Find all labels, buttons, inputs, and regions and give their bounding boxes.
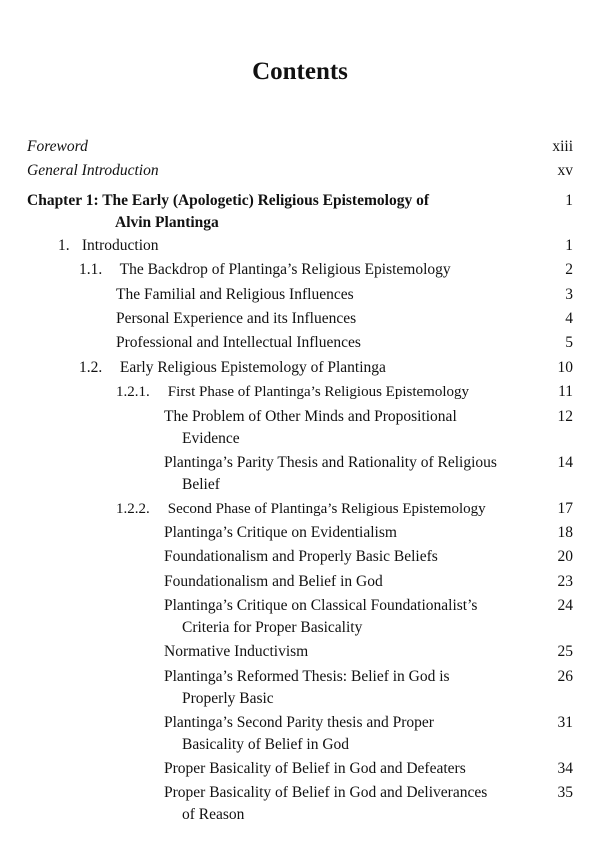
toc-page-number: 5 — [565, 334, 573, 351]
toc-entry-continuation: Criteria for Proper Basicality — [182, 619, 363, 636]
toc-entry-introduction — [58, 235, 159, 257]
toc-entry-text: Plantinga’s Critique on Classical Foundationalist’s — [164, 597, 478, 614]
toc-entry-text: Plantinga’s Second Parity thesis and Proper — [164, 714, 434, 731]
toc-entry-continuation: Properly Basic — [182, 690, 274, 707]
page-title: Contents — [252, 58, 348, 85]
toc-page-number: 17 — [557, 500, 573, 517]
toc-entry-defeaters — [164, 758, 466, 780]
toc-entry-parity-thesis — [164, 452, 534, 496]
toc-entry-foundationalism-basic-beliefs — [164, 546, 438, 568]
toc-page-number: 10 — [557, 359, 573, 376]
toc-entry-number: 1.1. — [79, 261, 103, 278]
toc-page-number: 23 — [557, 573, 573, 590]
toc-entry-text: First Phase of Plantinga’s Religious Epistemology — [167, 384, 469, 400]
toc-page-number: 14 — [557, 454, 573, 471]
toc-entry-1-2 — [79, 357, 386, 379]
toc-page-number: 25 — [557, 643, 573, 660]
toc-entry-text: Plantinga’s Parity Thesis and Rationality of Religious — [164, 454, 497, 471]
toc-entry-familial-influences — [116, 284, 354, 306]
toc-entry-number: 1.2. — [79, 359, 103, 376]
toc-page-number: 3 — [565, 286, 573, 303]
toc-entry-foreword — [27, 136, 88, 158]
toc-entry-other-minds — [164, 406, 524, 450]
toc-entry-text: Personal Experience and its Influences — [116, 310, 357, 327]
toc-entry-personal-experience — [116, 308, 356, 330]
toc-entry-text: Plantinga’s Critique on Evidentialism — [164, 524, 397, 541]
toc-entry-text: General Introduction — [27, 162, 159, 179]
toc-entry-text: Proper Basicality of Belief in God and Defeaters — [164, 760, 466, 777]
toc-page-number: 18 — [557, 524, 573, 541]
toc-entry-reformed-thesis — [164, 666, 534, 710]
toc-entry-text: The Familial and Religious Influences — [116, 286, 354, 303]
toc-entry-evidentialism — [164, 522, 397, 544]
toc-page-number: 26 — [557, 668, 573, 685]
toc-entry-general-introduction — [27, 160, 159, 182]
toc-entry-number: 1. — [58, 237, 70, 254]
toc-entry-foundationalism-belief-in-god — [164, 571, 383, 593]
toc-page-number: xiii — [552, 138, 573, 155]
toc-entry-text: Foundationalism and Properly Basic Beliefs — [164, 548, 438, 565]
toc-entry-number: 1.2.2. — [116, 501, 150, 517]
toc-entry-continuation: Alvin Plantinga — [115, 214, 219, 231]
toc-entry-number: 1.2.1. — [116, 384, 150, 400]
toc-page-number: 11 — [558, 383, 573, 400]
toc-page-number: 24 — [557, 597, 573, 614]
toc-page-number: xv — [557, 162, 573, 179]
toc-page-number: 20 — [557, 548, 573, 565]
toc-entry-classical-foundationalist — [164, 595, 534, 639]
toc-entry-second-parity-thesis — [164, 712, 534, 756]
toc-entry-text: The Problem of Other Minds and Propositional — [164, 408, 457, 425]
toc-page-number: 4 — [565, 310, 573, 327]
toc-entry-normative-inductivism — [164, 641, 308, 663]
toc-entry-deliverances-of-reason — [164, 782, 534, 826]
toc-page-number: 1 — [565, 192, 573, 209]
toc-entry-1-1 — [79, 259, 451, 281]
toc-entry-chapter-1 — [27, 190, 507, 234]
toc-page-number: 35 — [557, 784, 573, 801]
toc-entry-continuation: Belief — [182, 476, 220, 493]
toc-entry-1-2-2 — [116, 498, 486, 520]
toc-entry-text: Proper Basicality of Belief in God and Deliverances — [164, 784, 488, 801]
toc-entry-text: Plantinga’s Reformed Thesis: Belief in God is — [164, 668, 450, 685]
toc-entry-continuation: Evidence — [182, 430, 240, 447]
toc-page-number: 31 — [557, 714, 573, 731]
toc-entry-text: Professional and Intellectual Influences — [116, 334, 361, 351]
toc-entry-continuation: of Reason — [182, 806, 245, 823]
toc-entry-continuation: Basicality of Belief in God — [182, 736, 350, 753]
toc-entry-1-2-1 — [116, 381, 469, 403]
toc-entry-text: Early Religious Epistemology of Plantinga — [119, 359, 386, 376]
toc-page-number: 12 — [557, 408, 573, 425]
toc-entry-text: Second Phase of Plantinga’s Religious Epistemology — [167, 501, 486, 517]
toc-entry-text: Normative Inductivism — [164, 643, 309, 660]
toc-entry-text: Foundationalism and Belief in God — [164, 573, 383, 590]
toc-entry-text: The Backdrop of Plantinga’s Religious Epistemology — [119, 261, 451, 278]
toc-page-number: 34 — [557, 760, 573, 777]
toc-entry-text: Chapter 1: The Early (Apologetic) Religious Epistemology of — [27, 192, 429, 209]
toc-entry-text: Foreword — [27, 138, 88, 155]
toc-page-number: 1 — [565, 237, 573, 254]
toc-entry-professional-influences — [116, 332, 361, 354]
toc-entry-text: Introduction — [81, 237, 159, 254]
toc-page-number: 2 — [565, 261, 573, 278]
